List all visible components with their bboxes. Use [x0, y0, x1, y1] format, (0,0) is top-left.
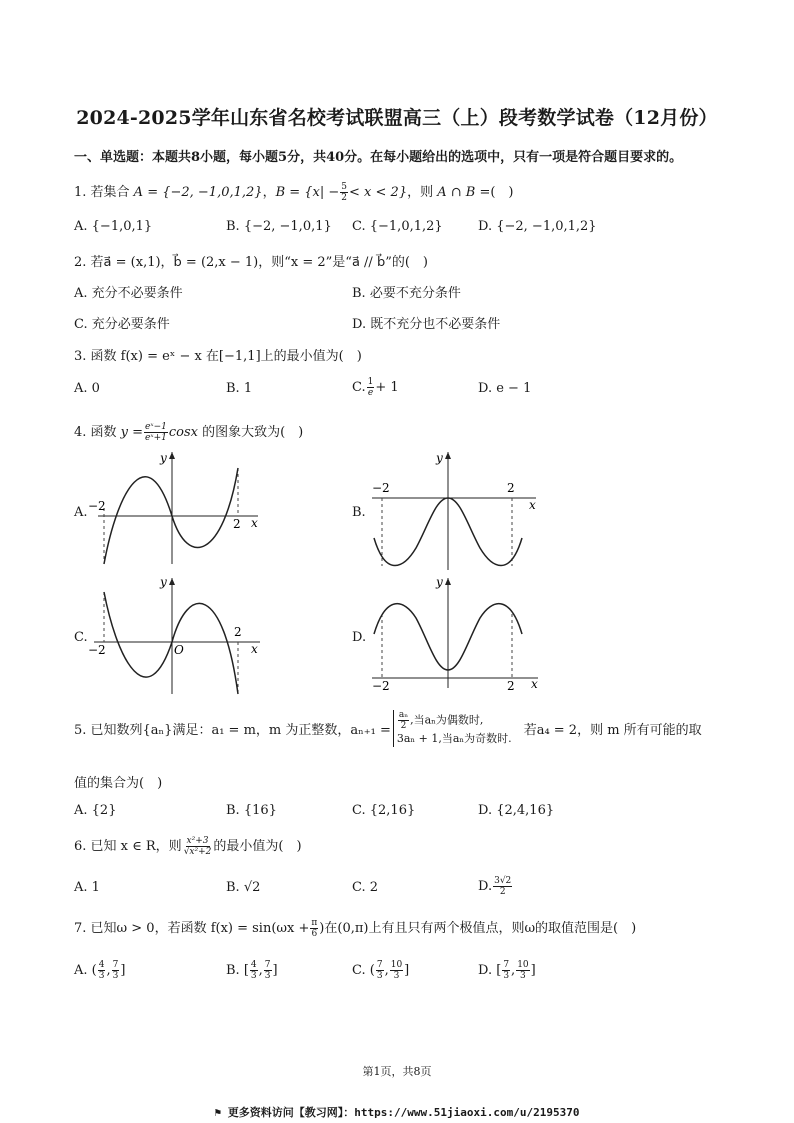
q2-option-d[interactable]: D. 既不充分也不必要条件 [352, 317, 501, 332]
tick-label: −2 [372, 679, 390, 692]
x-label: x [251, 642, 258, 656]
q2-option-c[interactable]: C. 充分必要条件 [74, 317, 170, 332]
q2-option-a[interactable]: A. 充分不必要条件 [74, 286, 183, 301]
y-label: y [160, 451, 167, 465]
piecewise-definition: $\frac{\text{aₙ}}{2}$ ,当aₙ为偶数时, 3aₙ + 1,当aₙ为奇数时. [393, 710, 512, 747]
curve [104, 592, 238, 694]
fraction: $\frac{\text{x²+3}}{\text{√x²+2}}$ [183, 836, 212, 857]
fraction: $\frac{\text{eˣ−1}}{\text{eˣ+1}}$ [145, 422, 167, 443]
tick-label: −2 [88, 499, 106, 513]
q1-option-b[interactable]: B. {−2, −1,0,1} [226, 219, 332, 234]
graph-c[interactable] [88, 574, 268, 696]
tick-label: 2 [233, 517, 241, 531]
q7-option-c[interactable]: C. ( $\frac{7}{3}$ , $\frac{10}{3}$ ] [352, 960, 410, 981]
question-4-stem: 4. 函数 y = $\frac{\text{eˣ−1}}{\text{eˣ+1}}$ cosx 的图象大致为( ) [74, 422, 304, 443]
q1-option-a[interactable]: A. {−1,0,1} [74, 219, 153, 234]
origin-label: O [174, 643, 184, 657]
q7-option-a[interactable]: A. ( $\frac{4}{3}$ , $\frac{7}{3}$ ] [74, 960, 126, 981]
question-5-stem: 5. 已知数列{aₙ}满足：a₁ = m，m 为正整数，aₙ₊₁ = $\frac{\text{aₙ}}{2}$ ,当aₙ为偶数时, 3aₙ + 1,当aₙ为奇数时. 若a₄ = 2，则 m 所有可能的取 [74, 710, 702, 745]
y-arrow-icon [445, 452, 451, 459]
q3-option-c[interactable]: C. $\frac{1}{e}$ + 1 [352, 377, 399, 398]
page-number: 第1页，共8页 [362, 1065, 432, 1078]
page-title: 2024-2025学年山东省名校考试联盟高三（上）段考数学试卷（12月份） [76, 107, 718, 129]
fraction: $\frac{3√2}{2}$ [494, 876, 512, 897]
fraction: $\frac{\pi}{6}$ [311, 918, 318, 939]
x-label: x [529, 498, 536, 512]
x-label: x [531, 677, 538, 691]
y-label: y [160, 575, 167, 589]
q5-option-d[interactable]: D. {2,4,16} [478, 803, 555, 818]
q6-option-a[interactable]: A. 1 [74, 880, 100, 895]
q4-option-c-label[interactable]: C. [74, 630, 88, 645]
y-label: y [436, 575, 443, 589]
graph-b[interactable] [366, 448, 546, 572]
q4-option-b-label[interactable]: B. [352, 505, 366, 520]
fraction: $\frac{\text{aₙ}}{2}$ [398, 710, 409, 731]
tick-label: −2 [372, 481, 390, 495]
tick-label: 2 [507, 481, 515, 495]
q3-option-b[interactable]: B. 1 [226, 381, 253, 396]
q1-option-c[interactable]: C. {−1,0,1,2} [352, 219, 443, 234]
tick-label: 2 [234, 625, 242, 639]
q4-option-d-label[interactable]: D. [352, 630, 367, 645]
q2-option-b[interactable]: B. 必要不充分条件 [352, 286, 461, 301]
q5-option-b[interactable]: B. {16} [226, 803, 277, 818]
flag-icon: ⚑ [214, 1106, 228, 1119]
q7-option-b[interactable]: B. [ $\frac{4}{3}$ , $\frac{7}{3}$ ] [226, 960, 278, 981]
section-heading: 一、单选题：本题共8小题，每小题5分，共40分。在每小题给出的选项中，只有一项是符合题目要求的。 [74, 150, 683, 165]
question-6-stem: 6. 已知 x ∈ R，则 $\frac{\text{x²+3}}{\text{√x²+2}}$ 的最小值为( ) [74, 836, 302, 857]
y-arrow-icon [169, 578, 175, 585]
graph-a[interactable] [88, 448, 268, 566]
y-label: y [436, 451, 443, 465]
fraction: $\frac{1}{e}$ [367, 377, 374, 398]
question-2-stem: 2. 若a⃗ = (x,1)，b⃗ = (2,x − 1)，则“x = 2”是“a⃗ // b⃗”的( ) [74, 255, 428, 270]
q5-option-a[interactable]: A. {2} [74, 803, 117, 818]
y-arrow-icon [445, 578, 451, 585]
question-5-stem-cont: 值的集合为( ) [74, 776, 163, 791]
q7-option-d[interactable]: D. [ $\frac{7}{3}$ , $\frac{10}{3}$ ] [478, 960, 536, 981]
q4-option-a-label[interactable]: A. [74, 505, 88, 520]
question-1-stem: 1. 若集合 A = {−2, −1,0,1,2}，B = {x| − $\frac{5}{2}$ < x < 2}，则 A ∩ B =( ) [74, 182, 514, 203]
q3-option-a[interactable]: A. 0 [74, 381, 100, 396]
q3-option-d[interactable]: D. e − 1 [478, 381, 532, 396]
question-3-stem: 3. 函数 f(x) = eˣ − x 在[−1,1]上的最小值为( ) [74, 349, 362, 364]
q6-option-b[interactable]: B. √2 [226, 880, 261, 895]
q1-option-d[interactable]: D. {−2, −1,0,1,2} [478, 219, 597, 234]
question-7-stem: 7. 已知ω > 0，若函数 f(x) = sin(ωx + $\frac{\pi}{6}$ )在(0,π)上有且只有两个极值点，则ω的取值范围是( ) [74, 918, 637, 939]
q6-option-d[interactable]: D. $\frac{3√2}{2}$ [478, 876, 512, 897]
footer-link[interactable]: ⚑ 更多资料访问【教习网】：https://www.51jiaoxi.com/u/2195370 [214, 1106, 580, 1119]
graph-d[interactable] [366, 574, 546, 692]
fraction: $\frac{5}{2}$ [341, 182, 348, 203]
q5-option-c[interactable]: C. {2,16} [352, 803, 416, 818]
x-label: x [251, 516, 258, 530]
tick-label: −2 [88, 643, 106, 657]
tick-label: 2 [507, 679, 515, 692]
q6-option-c[interactable]: C. 2 [352, 880, 379, 895]
y-arrow-icon [169, 452, 175, 459]
